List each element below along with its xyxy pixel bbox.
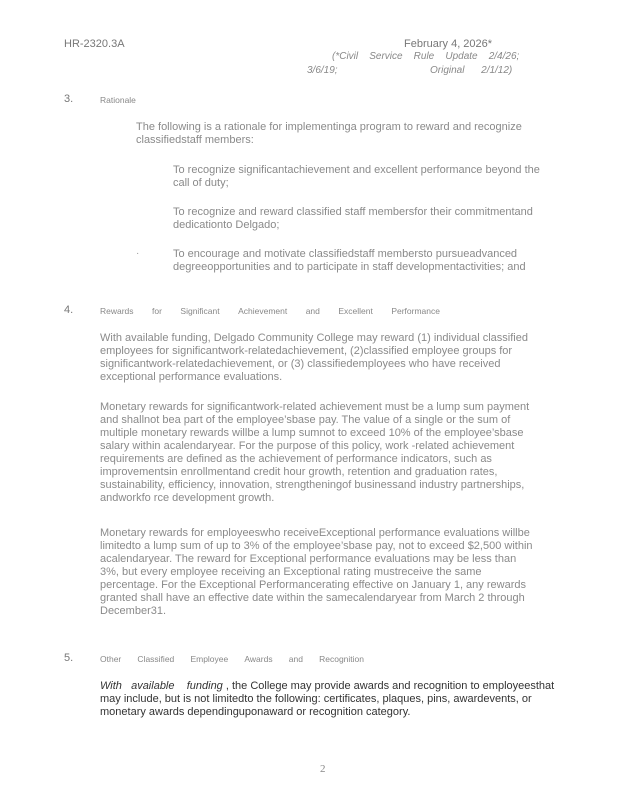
heading-word: Performance: [391, 306, 440, 316]
text-line: may include, but is not limitedto the following: certificates, plaques, pins, awardevents, or: [100, 693, 532, 705]
text-line: significantwork-relatedachievement, or (3) classifiedemployees who have received: [100, 358, 501, 370]
text-line: requirements are defined as the achievement of performance indicators, such as: [100, 453, 492, 465]
text-line: andworkfo rce development growth.: [100, 492, 275, 504]
text-line: [100, 680, 554, 693]
heading-word: and: [305, 306, 320, 316]
revision-note-original: Original 2/1/12): [430, 65, 513, 76]
section-4-heading: [100, 306, 440, 316]
heading-word: for: [152, 306, 162, 316]
heading-word: Rewards: [100, 306, 134, 316]
rationale-item-3-line2: degreeopportunities and to participate in staff developmentactivities; and: [173, 261, 526, 273]
heading-word: Recognition: [319, 654, 364, 664]
heading-word: Significant: [180, 306, 220, 316]
section-4-paragraph-2: [100, 401, 529, 505]
section-4-paragraph-3: [100, 527, 533, 618]
text-line: With available funding, Delgado Community College may reward (1) individual classified: [100, 332, 528, 344]
heading-word: Achievement: [238, 306, 288, 316]
heading-word: Employee: [190, 654, 229, 664]
rationale-item-2-line1: To recognize and reward classified staff membersfor their commitmentand: [173, 206, 533, 218]
section-5-heading: [100, 654, 364, 664]
text-line: percentage. For the Exceptional Performancerating effective on January 1, any rewards: [100, 579, 526, 591]
revision-note-date: 3/6/19;: [307, 65, 338, 76]
text-line: improvementsin enrollmentand credit hour growth, retention and graduation rates,: [100, 466, 498, 478]
section-3-number: 3.: [64, 93, 74, 105]
section-5-number: 5.: [64, 652, 74, 664]
text-line: December31.: [100, 605, 167, 617]
text-line: monetary awards dependinguponaward or recognition category.: [100, 706, 411, 718]
rationale-item-1-line1: To recognize significantachievement and excellent performance beyond the: [173, 164, 540, 176]
rationale-item-3-line1: To encourage and motivate classifiedstaff membersto pursueadvanced: [173, 248, 518, 260]
text-line: acalendaryear. The reward for Exceptional performance evaluations may be less than: [100, 553, 517, 565]
text-line: exceptional performance evaluations.: [100, 371, 283, 383]
text-line: Monetary rewards for employeeswho receiveExceptional performance evaluations willbe: [100, 527, 530, 539]
heading-word: Awards: [244, 654, 273, 664]
page-number: 2: [320, 763, 326, 775]
text-line: multiple monetary rewards willbe a lump sumnot to exceed 10% of the employee’sbase: [100, 427, 524, 439]
heading-word: and: [288, 654, 303, 664]
document-date: February 4, 2026*: [404, 38, 493, 50]
document-id: HR-2320.3A: [64, 38, 125, 50]
rationale-item-2-line2: dedicationto Delgado;: [173, 219, 280, 231]
section-3-intro-line1: The following is a rationale for implementinga program to reward and recognize: [136, 121, 522, 133]
italic-lead: With available funding: [100, 680, 223, 692]
revision-note-line1: (*Civil Service Rule Update 2/4/26;: [332, 51, 520, 62]
text-line: salary within acalendaryear. For the purpose of this policy, work -related achievement: [100, 440, 515, 452]
text-line: Monetary rewards for significantwork-related achievement must be a lump sum payment: [100, 401, 530, 413]
text-line: 3%, but every employee receiving an Exceptional rating mustreceive the same: [100, 566, 482, 578]
text-line: employees for significantwork-relatedachievement, (2)classified employee groups for: [100, 345, 513, 357]
section-4-number: 4.: [64, 304, 74, 316]
text-line-rest: , the College may provide awards and recognition to employeesthat: [222, 680, 555, 692]
heading-word: Classified: [137, 654, 175, 664]
text-line: limitedto a lump sum of up to 3% of the employee’sbase pay, not to exceed $2,500 within: [100, 540, 533, 552]
heading-word: Other: [100, 654, 122, 664]
bullet-marker: ·: [136, 248, 140, 259]
heading-word: Excellent: [338, 306, 373, 316]
section-3-intro-line2: classifiedstaff members:: [136, 134, 254, 146]
text-line: granted shall have an effective date within the samecalendaryear from March 2 through: [100, 592, 525, 604]
text-line: sustainability, efficiency, innovation, strengtheningof businessand industry partnerships,: [100, 479, 525, 491]
rationale-item-1-line2: call of duty;: [173, 177, 229, 189]
section-5-paragraph: [100, 680, 554, 719]
section-4-paragraph-1: [100, 332, 528, 384]
section-3-heading: Rationale: [100, 95, 136, 105]
text-line: and shallnot bea part of the employee’sbase pay. The value of a single or the sum of: [100, 414, 511, 426]
